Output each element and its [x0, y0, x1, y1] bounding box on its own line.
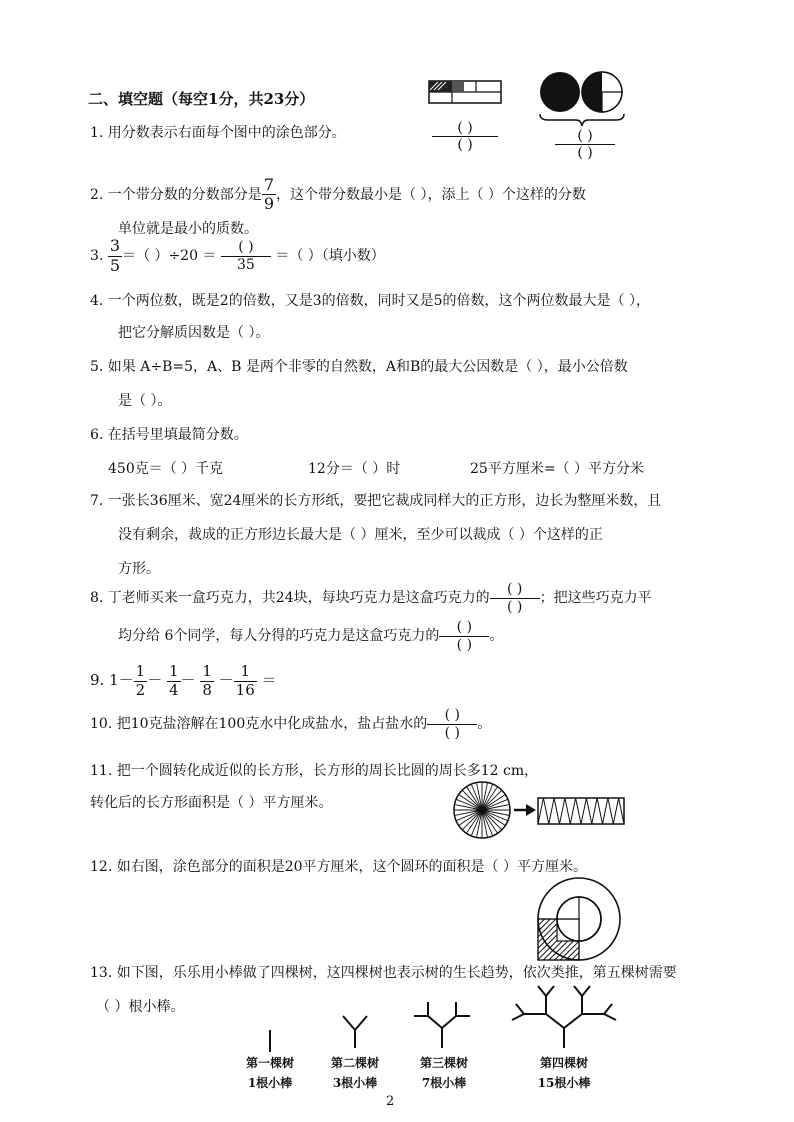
ring-figure: [536, 876, 622, 962]
question-11-line2: 转化后的长方形面积是（ ）平方厘米。: [90, 795, 333, 811]
tree-2-label: 第二棵树: [330, 1056, 379, 1070]
question-3: 3. $\frac{3}{5}$ ＝（ ）÷20 ＝ $\frac{( )}{35}$ ＝（ ）（填小数）: [90, 236, 385, 275]
question-13-line2: （ ）根小棒。: [96, 999, 185, 1015]
question-8: 8. 丁老师买来一盒巧克力，共24块，每块巧克力是这盒巧克力的 $\frac{( )}{( )}$ ；把这些巧克力平: [90, 581, 652, 615]
question-13: 13. 如下图，乐乐用小棒做了四棵树，这四棵树也表示树的生长趋势，依次类推，第五棵树需要: [90, 965, 677, 981]
question-4: 4. 一个两位数，既是2的倍数，又是3的倍数，同时又是5的倍数，这个两位数最大是（ ），: [90, 293, 650, 309]
circle-to-rectangle-figure: [452, 780, 632, 844]
tree-4-label: 第四棵树: [539, 1056, 588, 1070]
tree-2-figure: [335, 1010, 375, 1050]
question-6b: 12分＝（ ）时: [308, 461, 401, 477]
tree-3-count: 7根小棒: [421, 1076, 467, 1090]
tree-4-count: 15根小棒: [537, 1076, 591, 1090]
question-9: 9. 1－ $\frac{1}{2}$ － $\frac{1}{4}$ － $\frac{1}{8}$ － $\frac{1}{16}$ ＝: [90, 662, 277, 699]
tree-4-figure: [510, 984, 618, 1050]
question-6a: 450克＝（ ）千克: [108, 461, 224, 477]
tree-1-count: 1根小棒: [247, 1076, 293, 1090]
section-title: 二、填空题（每空1分，共23分）: [88, 90, 315, 108]
question-11: 11. 把一个圆转化成近似的长方形，长方形的周长比圆的周长多12 cm，: [90, 763, 539, 779]
tree-3-label: 第三棵树: [419, 1056, 468, 1070]
tree-2-count: 3根小棒: [332, 1076, 378, 1090]
question-10: 10. 把10克盐溶解在100克水中化成盐水，盐占盐水的 $\frac{( )}{( )}$ 。: [90, 707, 492, 741]
question-7-line3: 方形。: [118, 561, 160, 577]
two-circles-figure: [538, 70, 628, 122]
question-6c: 25平方厘米=（ ）平方分米: [470, 461, 644, 477]
page-number: 2: [386, 1094, 395, 1109]
question-5-line2: 是（ ）。: [118, 393, 172, 409]
fraction-answer-1: $\frac{( )}{( )}$: [432, 120, 498, 153]
question-8-line2: 均分给 6个同学，每人分得的巧克力是这盒巧克力的 $\frac{( )}{( )}$ 。: [118, 619, 504, 653]
tree-1-figure: [255, 1026, 285, 1056]
question-6: 6. 在括号里填最简分数。: [90, 427, 248, 443]
question-7-line2: 没有剩余，裁成的正方形边长最大是（ ）厘米，至少可以裁成（ ）个这样的正: [118, 527, 603, 543]
question-4-line2: 把它分解质因数是（ ）。: [118, 325, 270, 341]
question-12: 12. 如右图，涂色部分的面积是20平方厘米，这个圆环的面积是（ ）平方厘米。: [90, 859, 587, 875]
question-2-line2: 单位就是最小的质数。: [118, 221, 258, 237]
fraction-answer-2: $\frac{( )}{( )}$: [555, 128, 615, 161]
question-7: 7. 一张长36厘米、宽24厘米的长方形纸，要把它裁成同样大的正方形，边长为整厘米数，且: [90, 493, 662, 509]
question-1: 1. 用分数表示右面每个图中的涂色部分。: [90, 125, 346, 141]
fraction-bar-figure: [428, 80, 502, 106]
question-5: 5. 如果 A÷B=5，A、B 是两个非零的自然数，A和B的最大公因数是（ ），最小公倍数: [90, 359, 628, 375]
tree-1-label: 第一棵树: [245, 1056, 294, 1070]
tree-3-figure: [410, 1000, 474, 1050]
question-2: 2. 一个带分数的分数部分是 $\frac{7}{9}$ ，这个带分数最小是（ ），添上（ ）个这样的分数: [90, 175, 586, 214]
